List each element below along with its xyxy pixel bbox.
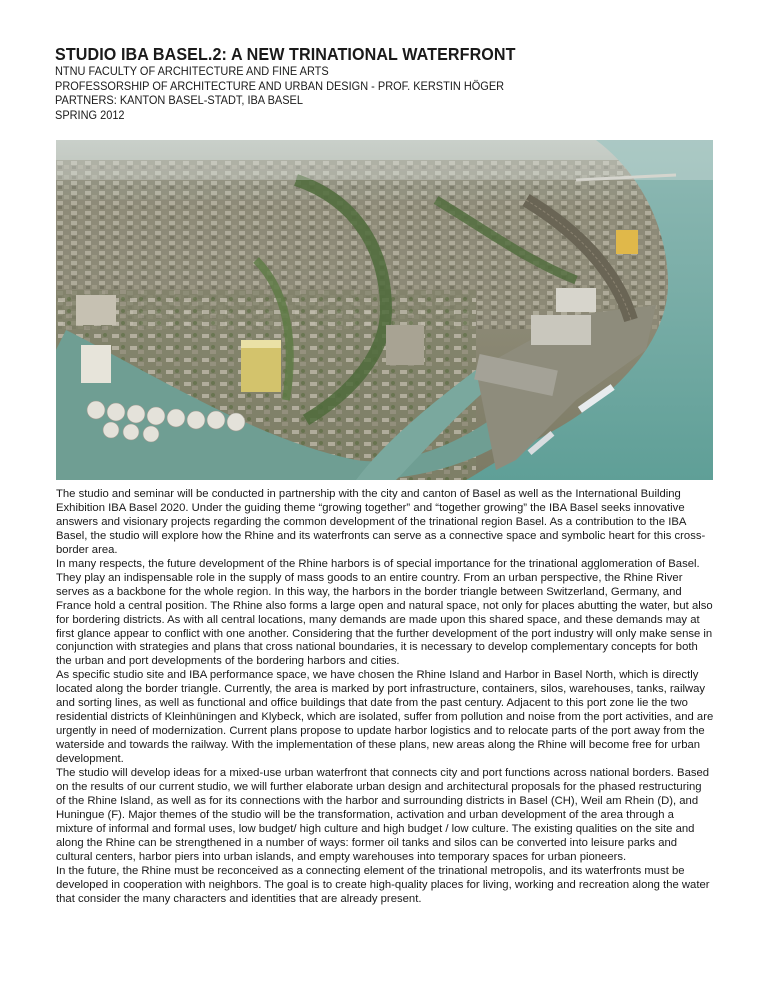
- paragraph: In many respects, the future development of the Rhine harbors is of special importance for the trinational agglomeration of Basel. They play an indispensable role in the supply of mass goods to an entire country. From an urban perspective, the Rhine River serves as a backbone for the whole region. In this way, the harbors in the border triangle between Switzerland, Germany, and France hold a central position. The Rhine also forms a large open and natural space, not only for places abutting the water, but also for bordering districts. As with all central locations, many demands are made upon this shared space, and these demands may at first glance appear to conflict with one another. Considering that the further development of the port industry will only make sense in conjunction with strategies and plans that cross national boundaries, it is necessary to develop complementary concepts for both the urban and port developments of the bordering harbors and cities.: [56, 557, 713, 668]
- professorship-line: PROFESSORSHIP OF ARCHITECTURE AND URBAN DESIGN - PROF. KERSTIN HÖGER: [55, 78, 505, 93]
- aerial-photo-illustration: [56, 140, 713, 480]
- body-text: [56, 488, 714, 907]
- partners-line: PARTNERS: KANTON BASEL-STADT, IBA BASEL: [55, 93, 303, 108]
- document-title: STUDIO IBA BASEL.2: A NEW TRINATIONAL WATERFRONT: [55, 44, 516, 64]
- paragraph: As specific studio site and IBA performance space, we have chosen the Rhine Island and Harbor in Basel North, which is directly located along the border triangle. Currently, the area is marked by port infrastructure, containers, silos, warehouses, tanks, railway and sorting lines, as well as functional and office buildings that date from the past century. Adjacent to this port zone lie the two residential districts of Kleinhüningen and Klybeck, which are isolated, suffer from pollution and noise from the port activities, and are urgently in need of modernization. Current plans propose to update harbor logistics and to relocate parts of the port away from the waterside and towards the railway. With the implementation of these plans, new areas along the Rhine will become free for urban development.: [56, 669, 714, 766]
- paragraph: The studio and seminar will be conducted in partnership with the city and canton of Basel as well as the International Building Exhibition IBA Basel 2020. Under the guiding theme “growing together” and “together growing” the IBA Basel seeks innovative answers and visionary projects regarding the common development of the trinational region Basel. As a contribution to the IBA Basel, the studio will explore how the Rhine and its waterfronts can serve as a connective space and symbolic heart for this cross-border area.: [56, 488, 706, 556]
- header: [55, 44, 715, 122]
- aerial-photo: [56, 140, 713, 480]
- faculty-line: NTNU FACULTY OF ARCHITECTURE AND FINE ARTS: [55, 64, 329, 78]
- paragraph: In the future, the Rhine must be reconceived as a connecting element of the trinational metropolis, and its waterfronts must be developed in cooperation with neighbors. The goal is to create high-quality places for living, working and recreation along the water that consider the many characters and identities that are already present.: [56, 864, 710, 905]
- semester-line: SPRING 2012: [55, 107, 125, 122]
- paragraph: The studio will develop ideas for a mixed-use urban waterfront that connects city and port functions across national borders. Based on the results of our current studio, we will further elaborate urban design and architectural proposals for the phased restructuring of the Rhine Island, as well as for its connections with the harbor and surrounding districts in Basel (CH), Weil am Rhein (D), and Huningue (F). Major themes of the studio will be the transformation, activation and urban development of the area through a mixture of informal and formal uses, low budget/ high culture and high budget / low culture. The existing qualities on the site and along the Rhine can be strengthened in a number of ways: former oil tanks and silos can be converted into leisure parks and cultural centers, harbor piers into urban islands, and empty warehouses into temporary spaces for urban pioneers.: [56, 767, 710, 863]
